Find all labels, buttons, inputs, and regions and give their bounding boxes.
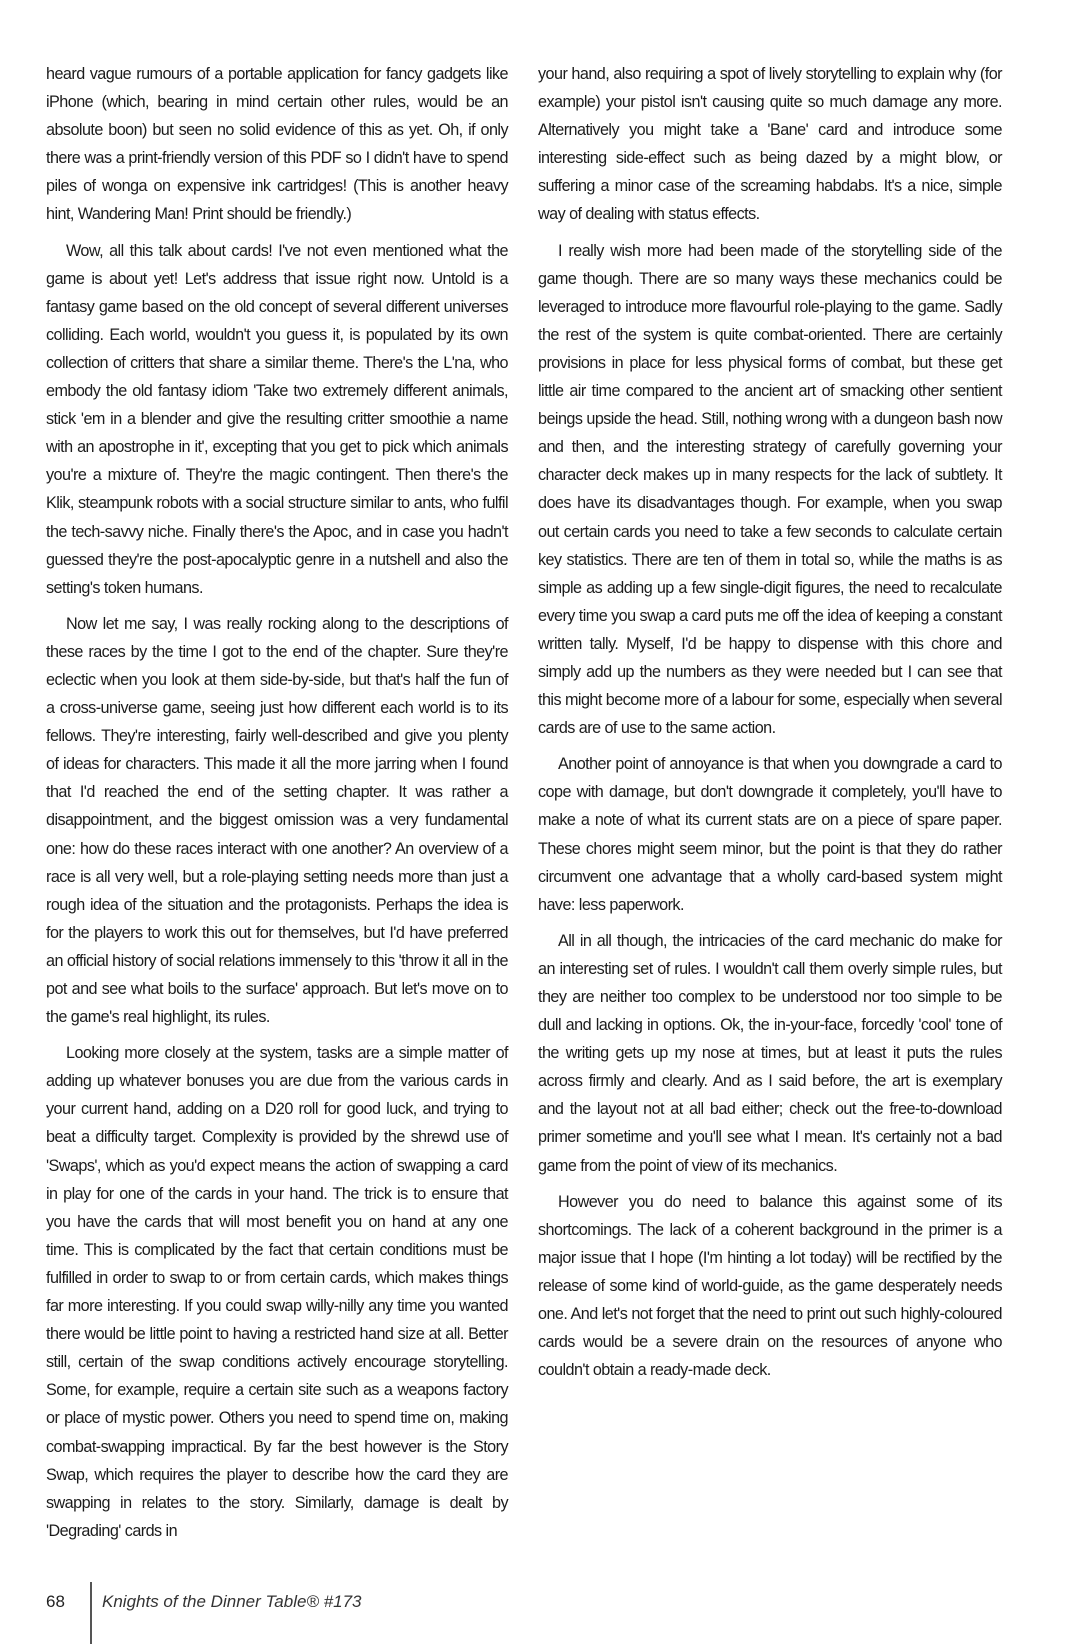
page-number: 68 (46, 1592, 65, 1611)
right-column (538, 60, 1002, 1392)
paragraph: Wow, all this talk about cards! I've not even mentioned what the game is about yet! Let's address that issue right now. Untold is a fantasy game based on the old concept of several different universes colliding. Each world, wouldn't you guess it, is populated by its own collection of critters that share a similar theme. There's the L'na, who embody the old fantasy idiom 'Take two extremely different animals, stick 'em in a blender and give the resulting critter smoothie a name with an apostrophe in it', excepting that you get to pick which animals you're a mixture of. They're the magic contingent. Then there's the Klik, steampunk robots with a social structure similar to ants, who fulfil the tech-savvy niche. Finally there's the Apoc, and in case you hadn't guessed they're the post-apocalyptic genre in a nutshell and also the setting's token humans. (46, 241, 508, 597)
paragraph: I really wish more had been made of the storytelling side of the game though. There are so many ways these mechanics could be leveraged to introduce more flavourful role-playing to the game. Sadly the rest of the system is quite combat-oriented. There are certainly provisions in place for less physical forms of combat, but these get little air time compared to the ancient art of smacking other sentient beings upside the head. Still, nothing wrong with a dungeon bash now and then, and the interesting strategy of carefully governing your character deck makes up in many respects for the lack of subtlety. It does have its disadvantages though. For example, when you swap out certain cards you need to take a few seconds to calculate certain key statistics. There are ten of them in total so, while the maths is as simple as adding up a few single-digit figures, the need to recalculate every time you swap a card puts me off the idea of keeping a constant written tally. Myself, I'd be happy to dispense with this chore and simply add up the numbers as they were needed but I can see that this might become more of a labour for some, especially when several cards are of use to the same action. (538, 241, 1002, 738)
paragraph: However you do need to balance this against some of its shortcomings. The lack of a coherent background in the primer is a major issue that I hope (I'm hinting a lot today) will be rectified by the release of some kind of world-guide, as the game desperately needs one. And let's not forget that the need to print out such highly-coloured cards would be a severe drain on the resources of anyone who couldn't obtain a ready-made deck. (538, 1192, 1002, 1380)
paragraph: Now let me say, I was really rocking along to the descriptions of these races by the time I got to the end of the chapter. Sure they're eclectic when you look at them side-by-side, but that's half the fun of a cross-universe game, seeing just how different each world is to its fellows. They're interesting, fairly well-described and give you plenty of ideas for characters. This made it all the more jarring when I found that I'd reached the end of the setting chapter. It was rather a disappointment, and the biggest omission was a very fundamental one: how do these races interact with one another? An overview of a race is all very well, but a role-playing setting needs more than just a rough idea of the situation and the protagonists. Perhaps the idea is for the players to work this out for themselves, but I'd have preferred an official history of social relations immensely to this 'throw it all in the pot and see what boils to the surface' approach. But let's move on to the game's real highlight, its rules. (46, 614, 508, 1027)
paragraph: heard vague rumours of a portable application for fancy gadgets like iPhone (which, bearing in mind certain other rules, would be an absolute boon) but seen no solid evidence of this as yet. Oh, if only there was a print-friendly version of this PDF so I didn't have to spend piles of wonga on expensive ink cartridges! (This is another heavy hint, Wandering Man! Print should be friendly.) (46, 65, 508, 224)
footer-divider (90, 1582, 92, 1644)
paragraph: All in all though, the intricacies of the card mechanic do make for an interesting set of rules. I wouldn't call them overly simple rules, but they are neither too complex to be understood nor too simple to be dull and lacking in options. Ok, the in-your-face, forcedly 'cool' tone of the writing gets up my nose at times, but at least it puts the rules across firmly and clearly. And as I said before, the art is exemplary and the layout not at all bad either; check out the free-to-download primer sometime and you'll see what I mean. It's certainly not a bad game from the point of view of its mechanics. (538, 931, 1002, 1175)
paragraph: Looking more closely at the system, tasks are a simple matter of adding up whatever bonuses you are due from the various cards in your current hand, adding on a D20 roll for good luck, and trying to beat a difficulty target. Complexity is provided by the shrewd use of 'Swaps', which as you'd expect means the action of swapping a card in play for one of the cards in your hand. The trick is to ensure that you have the cards that will most benefit you on hand at any one time. This is complicated by the fact that certain conditions must be fulfilled in order to swap to or from certain cards, which makes things far more interesting. If you could swap willy-nilly any time you wanted there would be little point to having a restricted hand size at all. Better still, certain of the swap conditions actively encourage storytelling. Some, for example, require a certain site such as a weapons factory or place of mystic power. Others you need to spend time on, making combat-swapping impractical. By far the best however is the Story Swap, which requires the player to describe how the card they are swapping in relates to the story. Similarly, damage is dealt by 'Degrading' cards in (46, 1044, 508, 1540)
left-column (46, 60, 508, 1553)
page-footer (0, 1578, 1066, 1650)
publication-title: Knights of the Dinner Table® #173 (102, 1592, 362, 1611)
paragraph: Another point of annoyance is that when you downgrade a card to cope with damage, but don't downgrade it completely, you'll have to make a note of what its current stats are on a piece of spare paper. These chores might seem minor, but the point is that they do rather circumvent one advantage that a wholly card-based system might have: less paperwork. (538, 755, 1002, 914)
paragraph: your hand, also requiring a spot of lively storytelling to explain why (for example) your pistol isn't causing quite so much damage any more. Alternatively you might take a 'Bane' card and introduce some interesting side-effect such as being dazed by a might blow, or suffering a minor case of the screaming habdabs. It's a nice, simple way of dealing with status effects. (538, 65, 1002, 224)
